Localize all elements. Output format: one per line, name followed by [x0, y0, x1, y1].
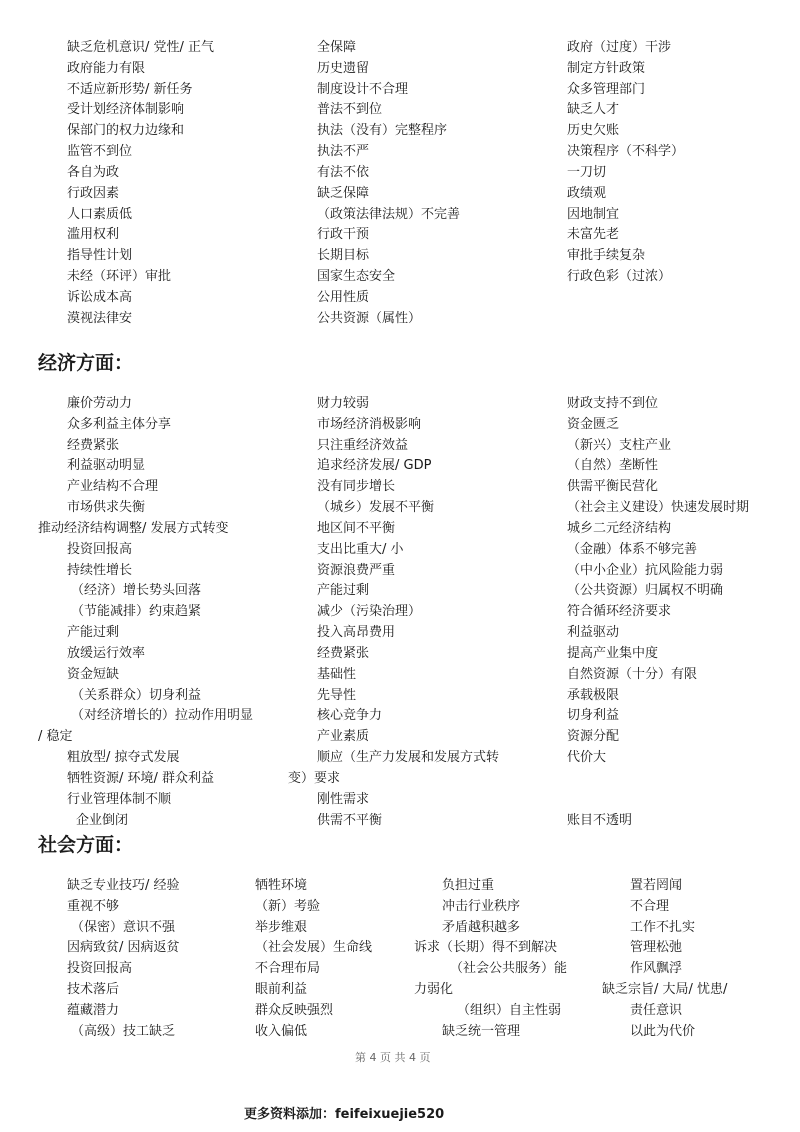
- list-item: 行政因素: [67, 185, 120, 201]
- list-item: 代价大: [567, 750, 607, 766]
- list-item: （新）考验: [255, 898, 321, 914]
- list-item: 蕴藏潜力: [67, 1002, 120, 1018]
- list-item: 城乡二元经济结构: [567, 520, 672, 536]
- list-item: 群众反映强烈: [255, 1002, 334, 1018]
- list-item: 资源浪费严重: [317, 562, 396, 578]
- list-item: 粗放型/ 掠夺式发展: [67, 750, 180, 766]
- list-item: 刚性需求: [317, 791, 370, 807]
- list-item: 缺乏宗旨/ 大局/ 忧患/: [602, 982, 728, 998]
- list-item: 不合理: [630, 898, 670, 914]
- list-item: （自然）垄断性: [567, 458, 659, 474]
- list-item: 账目不透明: [567, 812, 633, 828]
- list-item: 历史遗留: [317, 60, 370, 76]
- list-item: 未富先老: [567, 227, 620, 243]
- list-item: 监管不到位: [67, 144, 133, 160]
- list-item: 公共资源（属性）: [317, 310, 422, 326]
- list-item: 财政支持不到位: [567, 396, 659, 411]
- list-item: 负担过重: [442, 878, 495, 893]
- list-item: 保部门的权力边缘和: [67, 123, 185, 139]
- list-item: 产业素质: [317, 729, 370, 745]
- list-item: 制定方针政策: [567, 60, 646, 76]
- list-item: 眼前利益: [255, 982, 308, 998]
- list-item: （高级）技工缺乏: [71, 1023, 176, 1039]
- list-item: 持续性增长: [67, 562, 133, 578]
- list-item: 置若罔闻: [630, 878, 683, 893]
- list-item: （关系群众）切身利益: [71, 687, 202, 703]
- section-heading: 经济方面：: [38, 352, 134, 374]
- list-item: 资金短缺: [67, 666, 120, 682]
- list-item: 只注重经济效益: [317, 437, 409, 453]
- list-item: 切身利益: [567, 708, 620, 724]
- list-item: 举步维艰: [255, 919, 308, 935]
- list-item: 牺牲资源/ 环境/ 群众利益: [67, 770, 215, 786]
- list-item: 管理松弛: [630, 940, 683, 956]
- list-item: 追求经济发展/ GDP: [317, 458, 432, 474]
- list-item: 力弱化: [414, 982, 454, 998]
- list-item: 没有同步增长: [317, 479, 396, 495]
- list-item: 投资回报高: [67, 961, 133, 977]
- list-item: 普法不到位: [317, 102, 383, 118]
- list-item: 资金匮乏: [567, 416, 620, 432]
- list-item: 牺牲环境: [255, 878, 308, 893]
- list-item: 政府能力有限: [67, 60, 146, 76]
- list-item: 先导性: [317, 687, 357, 703]
- list-item: （公共资源）归属权不明确: [567, 583, 724, 599]
- list-item: 漠视法律安: [67, 310, 133, 326]
- list-item: 技术落后: [67, 982, 120, 998]
- list-item: 冲击行业秩序: [442, 898, 521, 914]
- list-item: 行政干预: [317, 227, 370, 243]
- list-item: 全保障: [317, 40, 357, 55]
- list-item: 受计划经济体制影响: [67, 102, 185, 118]
- list-item: 执法不严: [317, 144, 370, 160]
- list-item: 收入偏低: [255, 1023, 308, 1039]
- list-item: 滥用权利: [67, 227, 120, 243]
- list-item: 变）要求: [288, 770, 341, 786]
- list-item: （社会公共服务）能: [450, 961, 568, 977]
- list-item: 国家生态安全: [317, 269, 396, 285]
- list-item: 一刀切: [567, 164, 607, 180]
- list-item: （对经济增长的）拉动作用明显: [71, 708, 254, 724]
- list-item: 以此为代价: [630, 1023, 696, 1039]
- list-item: 缺乏统一管理: [442, 1023, 521, 1039]
- list-item: 提高产业集中度: [567, 645, 659, 661]
- list-item: 指导性计划: [67, 248, 133, 264]
- list-item: 制度设计不合理: [317, 81, 409, 97]
- list-item: 推动经济结构调整/ 发展方式转变: [38, 520, 229, 536]
- list-item: 审批手续复杂: [567, 248, 646, 264]
- list-item: 产能过剩: [67, 625, 120, 641]
- list-item: （社会主义建设）快速发展时期: [567, 500, 750, 516]
- list-item: 人口素质低: [67, 206, 133, 222]
- list-item: 承载极限: [567, 687, 620, 703]
- list-item: 缺乏保障: [317, 185, 370, 201]
- list-item: （城乡）发展不平衡: [317, 500, 435, 516]
- list-item: 自然资源（十分）有限: [567, 666, 698, 682]
- list-item: 执法（没有）完整程序: [317, 123, 448, 139]
- list-item: （经济）增长势头回落: [71, 583, 202, 599]
- list-item: 政绩观: [567, 185, 607, 201]
- list-item: 因地制宜: [567, 206, 620, 222]
- list-item: 减少（污染治理）: [317, 604, 422, 620]
- list-item: 众多管理部门: [567, 81, 646, 97]
- list-item: 顺应（生产力发展和发展方式转: [317, 750, 500, 766]
- list-item: 因病致贫/ 因病返贫: [67, 940, 180, 956]
- list-item: 政府（过度）干涉: [567, 40, 672, 55]
- list-item: 矛盾越积越多: [442, 919, 521, 935]
- list-item: 历史欠账: [567, 123, 620, 139]
- list-item: 地区间不平衡: [317, 520, 396, 536]
- list-item: 行业管理体制不顺: [67, 791, 172, 807]
- list-item: （金融）体系不够完善: [567, 541, 698, 557]
- list-item: 廉价劳动力: [67, 396, 133, 411]
- list-item: 不适应新形势/ 新任务: [67, 81, 193, 97]
- list-item: 缺乏人才: [567, 102, 620, 118]
- list-item: （社会发展）生命线: [255, 940, 373, 956]
- contact-line: 更多资料添加：feifeixuejie520: [244, 1107, 445, 1122]
- list-item: 投入高昂费用: [317, 625, 396, 641]
- list-item: （中小企业）抗风险能力弱: [567, 562, 724, 578]
- list-item: 放缓运行效率: [67, 645, 146, 661]
- list-item: 供需平衡民营化: [567, 479, 659, 495]
- list-item: 有法不依: [317, 164, 370, 180]
- list-item: 核心竞争力: [317, 708, 383, 724]
- list-item: 资源分配: [567, 729, 620, 745]
- list-item: 财力较弱: [317, 396, 370, 411]
- list-item: 未经（环评）审批: [67, 269, 172, 285]
- list-item: 工作不扎实: [630, 919, 696, 935]
- list-item: 缺乏危机意识/ 党性/ 正气: [67, 40, 215, 55]
- list-item: 长期目标: [317, 248, 370, 264]
- list-item: 供需不平衡: [317, 812, 383, 828]
- list-item: 产能过剩: [317, 583, 370, 599]
- page-number: 第 4 页 共 4 页: [355, 1051, 431, 1064]
- list-item: 不合理布局: [255, 961, 321, 977]
- list-item: 缺乏专业技巧/ 经验: [67, 878, 180, 893]
- list-item: 责任意识: [630, 1002, 683, 1018]
- list-item: 重视不够: [67, 898, 120, 914]
- list-item: 各自为政: [67, 164, 120, 180]
- list-item: 符合循环经济要求: [567, 604, 672, 620]
- list-item: （节能减排）约束趋紧: [71, 604, 202, 620]
- list-item: 基础性: [317, 666, 357, 682]
- list-item: 经费紧张: [317, 645, 370, 661]
- list-item: （保密）意识不强: [71, 919, 176, 935]
- list-item: 众多利益主体分享: [67, 416, 172, 432]
- list-item: 作风飘浮: [630, 961, 683, 977]
- list-item: （政策法律法规）不完善: [317, 206, 461, 222]
- list-item: 决策程序（不科学）: [567, 144, 685, 160]
- list-item: 投资回报高: [67, 541, 133, 557]
- list-item: 支出比重大/ 小: [317, 541, 404, 557]
- list-item: 诉讼成本高: [67, 289, 133, 305]
- list-item: 诉求（长期）得不到解决: [414, 940, 558, 956]
- list-item: 市场供求失衡: [67, 500, 146, 516]
- list-item: 经费紧张: [67, 437, 120, 453]
- list-item: 利益驱动: [567, 625, 620, 641]
- list-item: 企业倒闭: [76, 812, 129, 828]
- list-item: （新兴）支柱产业: [567, 437, 672, 453]
- list-item: （组织）自主性弱: [457, 1002, 562, 1018]
- list-item: 公用性质: [317, 289, 370, 305]
- list-item: 利益驱动明显: [67, 458, 146, 474]
- list-item: / 稳定: [38, 729, 73, 745]
- list-item: 产业结构不合理: [67, 479, 159, 495]
- list-item: 行政色彩（过浓）: [567, 269, 672, 285]
- list-item: 市场经济消极影响: [317, 416, 422, 432]
- section-heading: 社会方面：: [38, 834, 134, 856]
